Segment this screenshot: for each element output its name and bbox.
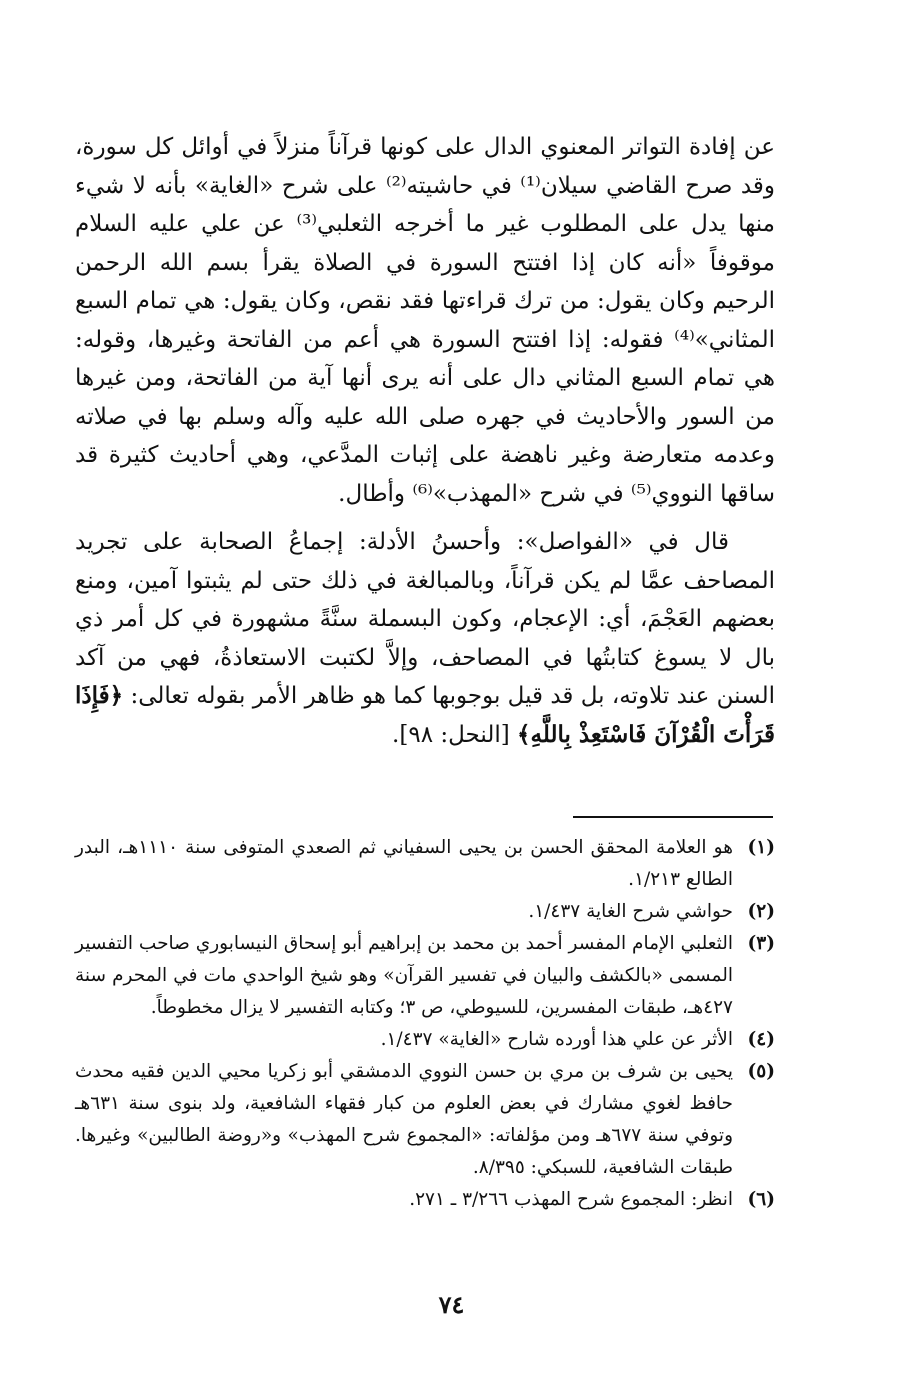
footnote <box>75 832 775 896</box>
footnote <box>75 1184 775 1216</box>
footnote-number: (١) <box>747 837 775 858</box>
footnote <box>75 928 775 1024</box>
footnote-number: (٣) <box>747 933 775 954</box>
footnotes <box>75 832 775 1216</box>
verse-citation: [النحل: ٩٨]. <box>392 721 518 748</box>
quran-verse: ﴿فَإِذَا قَرَأْتَ الْقُرْآنَ فَاسْتَعِذْ بِاللَّهِ﴾ <box>75 682 775 748</box>
footnote-divider <box>573 816 773 818</box>
footnote <box>75 1024 775 1056</box>
paragraph-1: عن إفادة التواتر المعنوي الدال على كونها قرآناً منزلاً في أوائل كل سورة، وقد صرح القاضي سيلان⁽¹⁾ في حاشيته⁽²⁾ على شرح «الغاية» بأنه لا شيء منها يدل على المطلوب غير ما أخرجه الثعلبي⁽³⁾ عن علي عليه السلام موقوفاً «أنه كان إذا افتتح السورة في الصلاة يقرأ بسم الله الرحمن الرحيم وكان يقول: من ترك قراءتها فقد نقص، وكان يقول: هي تمام السبع المثاني»⁽⁴⁾ فقوله: إذا افتتح السورة هي أعم من الفاتحة وغيرها، وقوله: هي تمام السبع المثاني دال على أنه يرى أنها آية من الفاتحة، ومن غيرها من السور والأحاديث في جهره صلى الله عليه وآله وسلم بها في صلاته وعدمه متعارضة وغير ناهضة على إثبات المدَّعي، وهي أحاديث كثيرة قد ساقها النووي⁽⁵⁾ في شرح «المهذب»⁽⁶⁾ وأطال. <box>75 134 776 507</box>
footnote-text: يحيى بن شرف بن مري بن حسن النووي الدمشقي أبو زكريا محيي الدين فقيه محدث حافظ لغوي مشارك في بعض العلوم من كبار فقهاء الشافعية، ولد بنوى سنة ٦٣١هـ وتوفي سنة ٦٧٧هـ ومن مؤلفاته: «المجموع شرح المهذب» و«روضة الطالبين» وغيرها. طبقات الشافعية، للسبكي: ٨/٣٩٥. <box>75 1061 733 1178</box>
paragraph-2-text: قال في «الفواصل»: وأحسنُ الأدلة: إجماعُ الصحابة على تجريد المصاحف عمَّا لم يكن قرآناً، وبالمبالغة في ذلك حتى لم يثبتوا آمين، ومنع بعضهم العَجْمَ، أي: الإعجام، وكون البسملة سنَّةً مشهورة في كل أمر ذي بال لا يسوغ كتابتُها في المصاحف، وإلاَّ لكتبت الاستعاذةُ، فهي من آكد السنن عند تلاوته، بل قد قيل بوجوبها كما هو ظاهر الأمر بقوله تعالى: <box>75 529 775 709</box>
footnote-number: (٦) <box>747 1189 775 1210</box>
footnote-text: الثعلبي الإمام المفسر أحمد بن محمد بن إبراهيم أبو إسحاق النيسابوري صاحب التفسير المسمى «بالكشف والبيان في تفسير القرآن» وهو شيخ الواحدي مات في المحرم سنة ٤٢٧هـ، طبقات المفسرين، للسيوطي، ص ٣؛ وكتابه التفسير لا يزال مخطوطاً. <box>75 933 733 1018</box>
page-number: ٧٤ <box>438 1290 465 1319</box>
footnote-text: انظر: المجموع شرح المهذب ٣/٢٦٦ ـ ٢٧١. <box>409 1189 733 1210</box>
footnote-text: الأثر عن علي هذا أورده شارح «الغاية» ١/٤٣٧. <box>380 1029 733 1050</box>
footnote-text: هو العلامة المحقق الحسن بن يحيى السفياني ثم الصعدي المتوفى سنة ١١١٠هـ، البدر الطالع ١/٢١٣. <box>75 837 733 890</box>
main-text <box>75 128 775 754</box>
footnote <box>75 896 775 928</box>
footnote-number: (٤) <box>747 1029 775 1050</box>
footnote-number: (٥) <box>747 1061 775 1082</box>
footnote-text: حواشي شرح الغاية ١/٤٣٧. <box>528 901 733 922</box>
footnote <box>75 1056 775 1184</box>
footnote-number: (٢) <box>747 901 775 922</box>
paragraph-2 <box>75 523 775 754</box>
